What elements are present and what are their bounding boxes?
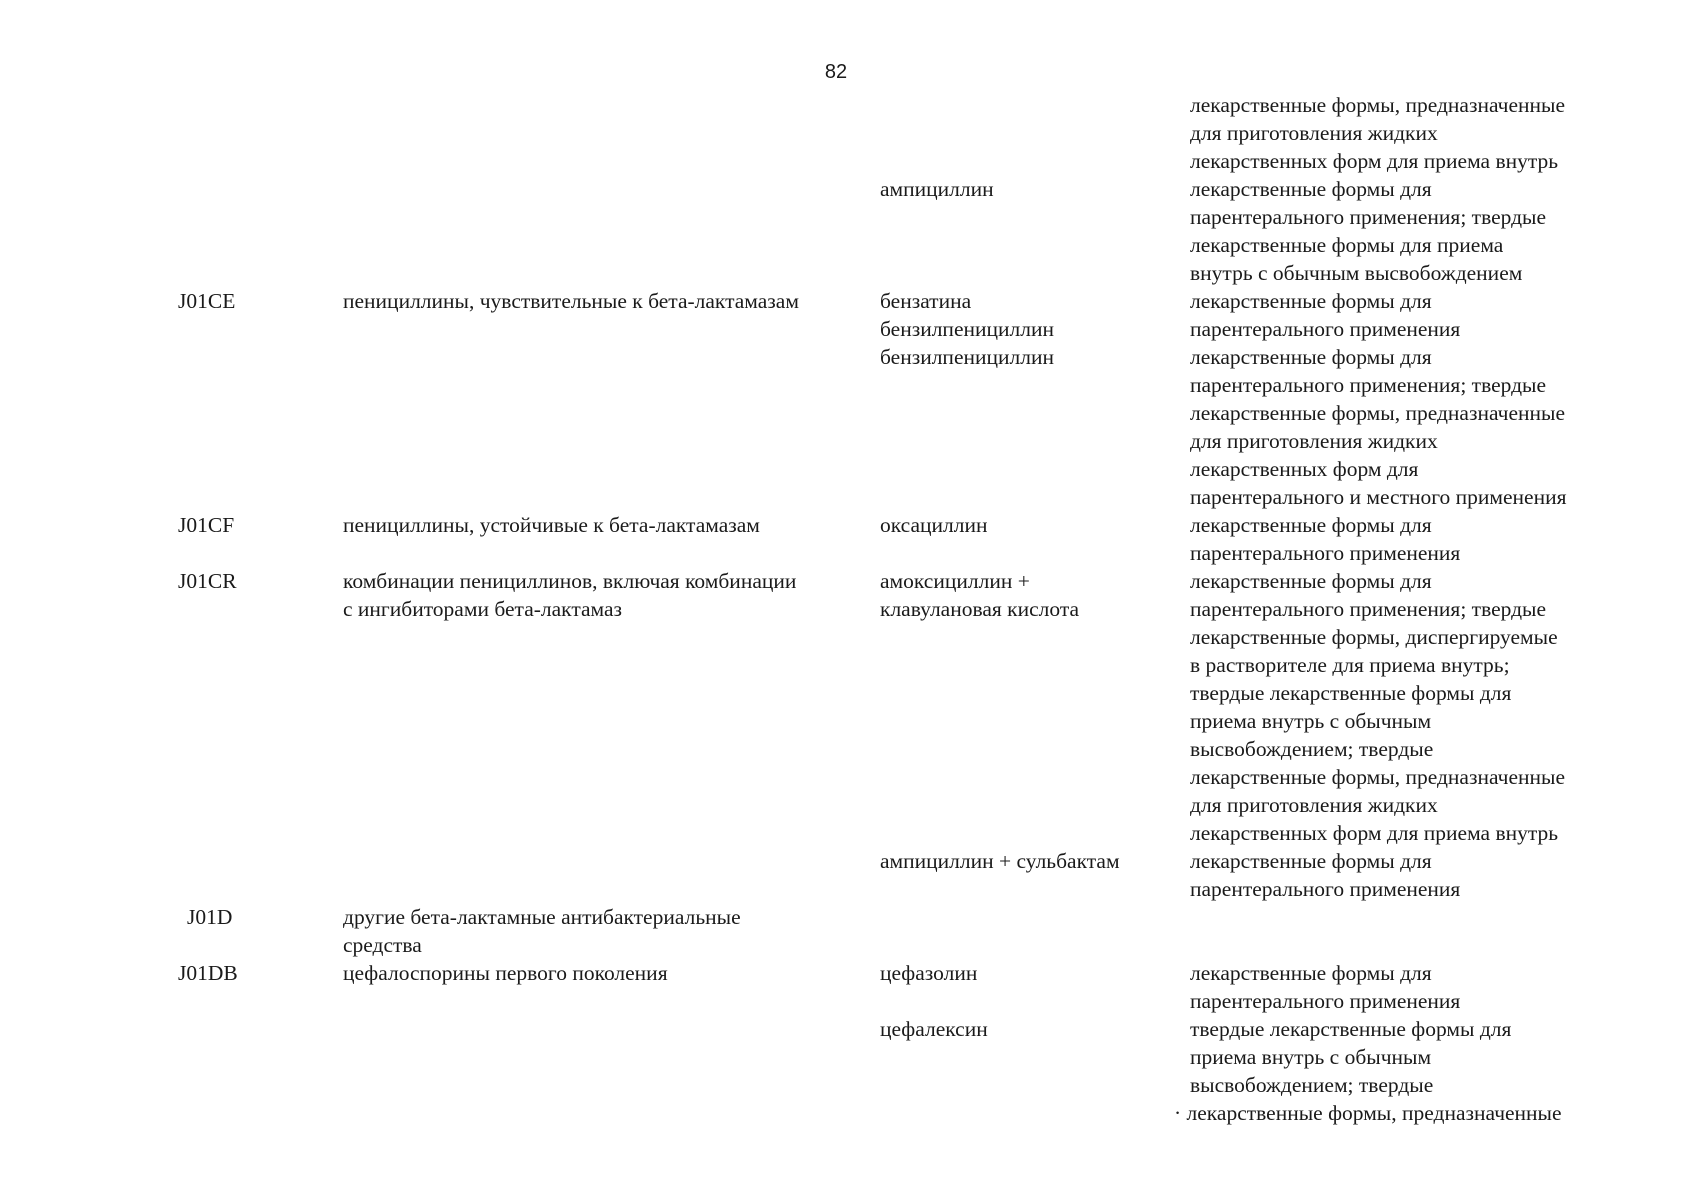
dosage-form-text: лекарственные формы для bbox=[1190, 345, 1432, 369]
dosage-form-text: лекарственные формы, предназначенные bbox=[1190, 93, 1566, 117]
drug-name: ампициллин + сульбактам bbox=[880, 849, 1120, 873]
dosage-form-text: парентерального применения; твердые bbox=[1190, 205, 1547, 229]
drug-name: цефазолин bbox=[880, 961, 978, 985]
dosage-form-text: для приготовления жидких bbox=[1190, 793, 1438, 817]
dosage-form-text: парентерального применения bbox=[1190, 989, 1461, 1013]
dosage-form-text: лекарственные формы, диспергируемые bbox=[1190, 625, 1558, 649]
dosage-form-text: лекарственные формы для bbox=[1190, 177, 1432, 201]
atc-code: J01CE bbox=[178, 289, 236, 313]
dosage-form-text: парентерального и местного применения bbox=[1190, 485, 1567, 509]
dosage-form-text: высвобождением; твердые bbox=[1190, 1073, 1434, 1097]
group-name: пенициллины, чувствительные к бета-лактамазам bbox=[343, 289, 799, 313]
dosage-form-text: парентерального применения; твердые bbox=[1190, 373, 1547, 397]
drug-name: клавулановая кислота bbox=[880, 597, 1080, 621]
group-name: другие бета-лактамные антибактериальные bbox=[343, 905, 741, 929]
drug-name: оксациллин bbox=[880, 513, 988, 537]
dosage-form-text: лекарственные формы для bbox=[1190, 289, 1432, 313]
group-name: комбинации пенициллинов, включая комбинации bbox=[343, 569, 797, 593]
dosage-form-text: приема внутрь с обычным bbox=[1190, 1045, 1432, 1069]
dosage-form-text: лекарственных форм для bbox=[1190, 457, 1419, 481]
dosage-form-text: лекарственные формы для bbox=[1190, 513, 1432, 537]
dosage-form-text: лекарственные формы для приема bbox=[1190, 233, 1504, 257]
dosage-form-text: парентерального применения bbox=[1190, 877, 1461, 901]
dosage-form-text: для приготовления жидких bbox=[1190, 121, 1438, 145]
dosage-form-text: парентерального применения bbox=[1190, 541, 1461, 565]
page-number: 82 bbox=[824, 61, 848, 83]
dosage-form-text: · лекарственные формы, предназначенные bbox=[1174, 1101, 1562, 1125]
atc-code: J01DB bbox=[178, 961, 238, 985]
atc-code: J01CR bbox=[178, 569, 237, 593]
atc-code: J01CF bbox=[178, 513, 235, 537]
drug-name: амоксициллин + bbox=[880, 569, 1030, 593]
dosage-form-text: лекарственные формы для bbox=[1190, 961, 1432, 985]
dosage-form-text: парентерального применения; твердые bbox=[1190, 597, 1547, 621]
dosage-form-text: приема внутрь с обычным bbox=[1190, 709, 1432, 733]
group-name: цефалоспорины первого поколения bbox=[343, 961, 668, 985]
group-name: пенициллины, устойчивые к бета-лактамазам bbox=[343, 513, 760, 537]
dosage-form-text: лекарственные формы для bbox=[1190, 849, 1432, 873]
dosage-form-text: лекарственные формы, предназначенные bbox=[1190, 765, 1566, 789]
drug-name: бензилпенициллин bbox=[880, 317, 1054, 341]
dosage-form-text: высвобождением; твердые bbox=[1190, 737, 1434, 761]
drug-name: цефалексин bbox=[880, 1017, 988, 1041]
group-name: средства bbox=[343, 933, 422, 957]
dosage-form-text: в растворителе для приема внутрь; bbox=[1190, 653, 1510, 677]
dosage-form-text: внутрь с обычным высвобождением bbox=[1190, 261, 1523, 285]
dosage-form-text: лекарственных форм для приема внутрь bbox=[1190, 149, 1559, 173]
dosage-form-text: лекарственные формы, предназначенные bbox=[1190, 401, 1566, 425]
dosage-form-text: для приготовления жидких bbox=[1190, 429, 1438, 453]
drug-name: бензатина bbox=[880, 289, 972, 313]
atc-code: J01D bbox=[187, 905, 233, 929]
dosage-form-text: лекарственных форм для приема внутрь bbox=[1190, 821, 1559, 845]
drug-name: бензилпенициллин bbox=[880, 345, 1054, 369]
dosage-form-text: твердые лекарственные формы для bbox=[1190, 1017, 1512, 1041]
group-name: с ингибиторами бета-лактамаз bbox=[343, 597, 623, 621]
dosage-form-text: лекарственные формы для bbox=[1190, 569, 1432, 593]
drug-name: ампициллин bbox=[880, 177, 994, 201]
dosage-form-text: парентерального применения bbox=[1190, 317, 1461, 341]
dosage-form-text: твердые лекарственные формы для bbox=[1190, 681, 1512, 705]
